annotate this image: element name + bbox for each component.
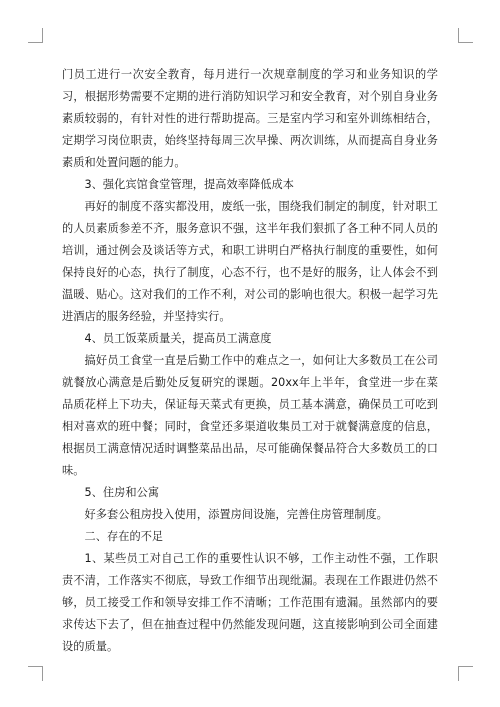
heading-canteen-management: 3、强化宾馆食堂管理，提高效率降低成本 xyxy=(84,178,294,191)
heading-meal-quality: 4、员工饭菜质量关，提高员工满意度 xyxy=(84,332,272,345)
paragraph-shortcomings: 1、某些员工对自己工作的重要性认识不够，工作主动性不强，工作职责不清，工作落实不彻底，导致工作细节出现纰漏。表现在工作跟进仍然不够，员工接受工作和领导安排工作不清晰；工作范围有遗漏。虽然部内的要求传达下去了，但在抽查过程中仍然能发现问题，这直接影响到公司全面建设的质量。 xyxy=(62,552,438,653)
crop-mark-top-right xyxy=(458,28,473,43)
paragraph-housing: 好多套公租房投入使用，添置房间设施，完善住房管理制度。 xyxy=(84,508,388,521)
paragraph-canteen-management: 再好的制度不落实都没用，废纸一张，围绕我们制定的制度，针对职工的人员素质参差不齐，服务意识不强，这半年我们狠抓了各工种不同人员的培训，通过例会及谈话等方式，和职工讲明白严格执行制度的重要性，如何保持良好的心态，执行了制度，心态不行，也不是好的服务，让人体会不到温暖、贴心。这对我们的工作不利，对公司的影响也很大。积极一起学习先进酒店的服务经验，并坚持实行。 xyxy=(62,200,438,323)
crop-mark-top-left xyxy=(28,28,43,43)
paragraph-meal-quality: 搞好员工食堂一直是后勤工作中的难点之一，如何让大多数员工在公司就餐放心满意是后勤处反复研究的课题。20xx年上半年，食堂进一步在菜品质花样上下功夫，保证每天菜式有更换，员工基本满意，确保员工可吃到相对喜欢的班中餐；同时，食堂还多渠道收集员工对于就餐满意度的信息，根据员工满意情况适时调整菜品出品，尽可能确保餐品符合大多数员工的口味。 xyxy=(62,354,438,477)
heading-shortcomings: 二、存在的不足 xyxy=(84,530,164,543)
crop-mark-bottom-left xyxy=(28,666,43,681)
document-body xyxy=(62,64,438,658)
paragraph-duty-training: 门员工进行一次安全教育，每月进行一次规章制度的学习和业务知识的学习，根据形势需要不定期的进行消防知识学习和安全教育，对个别自身业务素质较弱的，有针对性的进行帮助提高。三是室内学习和室外训练相结合，定期学习岗位职责，始终坚持每周三次早操、两次训练，从而提高自身业务素质和处置问题的能力。 xyxy=(62,68,438,169)
crop-mark-bottom-right xyxy=(458,666,473,681)
heading-housing: 5、住房和公寓 xyxy=(84,486,160,499)
